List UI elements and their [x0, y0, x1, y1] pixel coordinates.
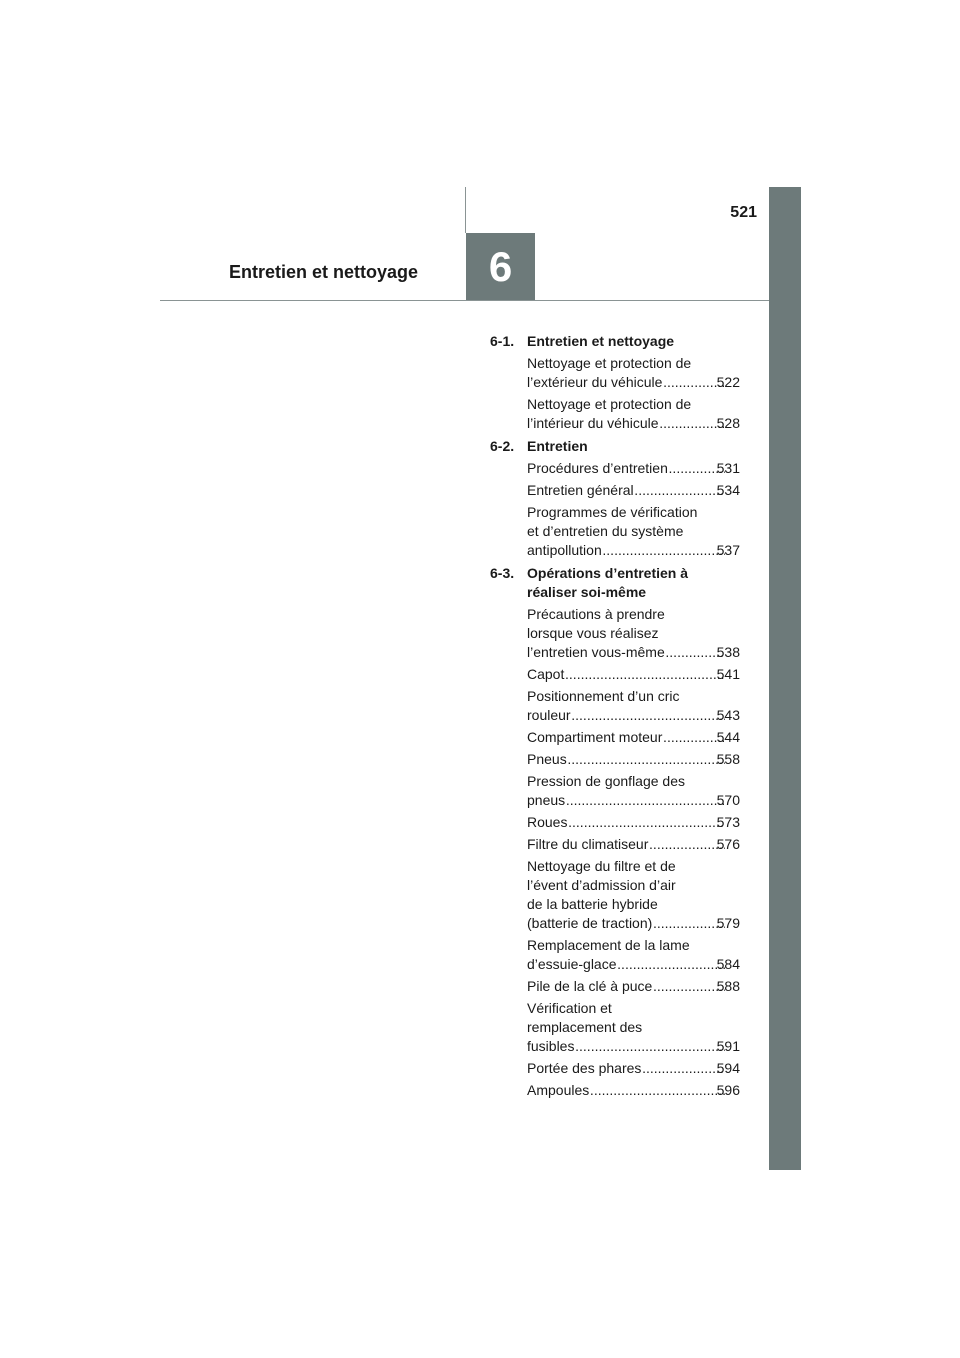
toc-page-number: 588: [716, 978, 740, 994]
page-number: 521: [730, 204, 757, 221]
toc-entry-last-line: [527, 541, 740, 560]
toc-entry-last-line: [527, 914, 740, 933]
toc-entry-text: Roues: [527, 814, 568, 830]
toc-dot-leader: [574, 1037, 724, 1056]
toc-page-number: 570: [716, 792, 740, 808]
toc-entry[interactable]: [527, 728, 740, 747]
toc-entry-last-line: [527, 1037, 740, 1056]
toc-page-number: 531: [716, 460, 740, 476]
chapter-number-box: [466, 233, 535, 300]
toc-entry[interactable]: [527, 503, 740, 560]
header-rule: [160, 300, 769, 301]
table-of-contents: [490, 332, 740, 1100]
toc-page-number: 558: [716, 751, 740, 767]
toc-entry-last-line: [527, 665, 740, 684]
toc-page-number: 576: [716, 836, 740, 852]
toc-entry-text: Compartiment moteur: [527, 729, 663, 745]
toc-entry-text: l’intérieur du véhicule: [527, 415, 659, 431]
toc-entry-last-line: [527, 728, 740, 747]
toc-entry-last-line: [527, 459, 740, 478]
toc-entry-text: l’extérieur du véhicule: [527, 374, 663, 390]
toc-section-title: [527, 332, 740, 351]
toc-entry-text: Nettoyage et protection de: [527, 396, 692, 412]
toc-entry-text: (batterie de traction): [527, 915, 653, 931]
toc-entry-text: Capot: [527, 666, 565, 682]
toc-dot-leader: [571, 706, 725, 725]
toc-section-heading: [490, 332, 740, 351]
toc-entry-text: Pneus: [527, 751, 567, 767]
toc-dot-leader: [564, 665, 724, 684]
toc-entry-text: l’évent d’admission d’air: [527, 877, 676, 893]
toc-entry-text: Programmes de vérification: [527, 504, 698, 520]
toc-dot-leader: [567, 813, 724, 832]
toc-entry-text: Nettoyage et protection de: [527, 355, 692, 371]
toc-entry[interactable]: [527, 857, 740, 933]
toc-section-title-line: Opérations d’entretien à: [527, 565, 689, 581]
toc-entry-text: fusibles: [527, 1038, 575, 1054]
chapter-number: 6: [488, 242, 513, 290]
toc-section-title: [527, 564, 740, 602]
toc-entry-text: rouleur: [527, 707, 571, 723]
toc-dot-leader: [617, 955, 725, 974]
toc-dot-leader: [567, 750, 725, 769]
toc-dot-leader: [641, 1059, 724, 1078]
toc-dot-leader: [565, 791, 724, 810]
toc-page-number: 594: [716, 1060, 740, 1076]
toc-entry-last-line: [527, 791, 740, 810]
toc-page-number: 541: [716, 666, 740, 682]
toc-page-number: 596: [716, 1082, 740, 1098]
toc-page-number: 537: [716, 542, 740, 558]
toc-entry-last-line: [527, 813, 740, 832]
toc-entry-last-line: [527, 481, 740, 500]
toc-entry[interactable]: [527, 665, 740, 684]
toc-entry-text: Précautions à prendre: [527, 606, 665, 622]
toc-page-number: 528: [716, 415, 740, 431]
toc-entry-last-line: [527, 373, 740, 392]
toc-section-title-line: Entretien: [527, 438, 588, 454]
toc-page-number: 538: [716, 644, 740, 660]
toc-entry-text: et d’entretien du système: [527, 523, 684, 539]
toc-entry[interactable]: [527, 977, 740, 996]
toc-page-number: 573: [716, 814, 740, 830]
toc-entry-text: Pression de gonflage des: [527, 773, 685, 789]
header-vertical-divider: [465, 187, 466, 233]
toc-entry[interactable]: [527, 354, 740, 392]
toc-entry-text: Entretien général: [527, 482, 634, 498]
toc-entry-last-line: [527, 706, 740, 725]
toc-dot-leader: [634, 481, 725, 500]
toc-dot-leader: [602, 541, 725, 560]
toc-section-number: 6-3.: [490, 565, 515, 581]
toc-entry-last-line: [527, 835, 740, 854]
toc-entry-last-line: [527, 1081, 740, 1100]
toc-entry[interactable]: [527, 605, 740, 662]
toc-section-heading: [490, 564, 740, 602]
toc-dot-leader: [662, 373, 724, 392]
toc-section-number: 6-2.: [490, 438, 515, 454]
toc-section-number: 6-1.: [490, 333, 515, 349]
toc-dot-leader: [659, 414, 725, 433]
toc-section-title: [527, 437, 740, 456]
toc-entry-last-line: [527, 1059, 740, 1078]
toc-entry-text: d’essuie-glace: [527, 956, 617, 972]
toc-entry-text: de la batterie hybride: [527, 896, 658, 912]
toc-page-number: 591: [716, 1038, 740, 1054]
toc-dot-leader: [665, 643, 725, 662]
toc-entry[interactable]: [527, 936, 740, 974]
toc-entry[interactable]: [527, 687, 740, 725]
toc-entry[interactable]: [527, 395, 740, 433]
toc-entry-text: Vérification et: [527, 1000, 612, 1016]
toc-entry[interactable]: [527, 481, 740, 500]
toc-entry[interactable]: [527, 459, 740, 478]
toc-dot-leader: [652, 977, 724, 996]
toc-entry-text: Procédures d’entretien: [527, 460, 668, 476]
toc-entry[interactable]: [527, 835, 740, 854]
toc-page-number: 543: [716, 707, 740, 723]
toc-entry[interactable]: [527, 1059, 740, 1078]
toc-entry-text: Portée des phares: [527, 1060, 642, 1076]
toc-entry-last-line: [527, 750, 740, 769]
toc-section-title-line: Entretien et nettoyage: [527, 333, 675, 349]
toc-entry-text: Pile de la clé à puce: [527, 978, 653, 994]
toc-entry-text: pneus: [527, 792, 566, 808]
toc-entry-text: Nettoyage du filtre et de: [527, 858, 676, 874]
toc-section-heading: [490, 437, 740, 456]
chapter-side-tab: [769, 187, 801, 1170]
toc-page-number: 579: [716, 915, 740, 931]
toc-section-title-line: réaliser soi-même: [527, 584, 647, 600]
toc-entry[interactable]: [527, 1081, 740, 1100]
chapter-title: Entretien et nettoyage: [229, 262, 419, 282]
toc-dot-leader: [648, 835, 724, 854]
toc-entry-last-line: [527, 977, 740, 996]
toc-entry-text: Ampoules: [527, 1082, 590, 1098]
toc-entry-text: Filtre du climatiseur: [527, 836, 649, 852]
toc-entry-text: Positionnement d’un cric: [527, 688, 680, 704]
toc-entry-text: antipollution: [527, 542, 602, 558]
toc-entry-text: remplacement des: [527, 1019, 643, 1035]
toc-entry-text: l’entretien vous-même: [527, 644, 665, 660]
toc-page-number: 522: [716, 374, 740, 390]
toc-page-number: 534: [716, 482, 740, 498]
toc-entry-text: Remplacement de la lame: [527, 937, 690, 953]
toc-entry-last-line: [527, 414, 740, 433]
toc-entry-last-line: [527, 643, 740, 662]
toc-dot-leader: [662, 728, 724, 747]
toc-entry-last-line: [527, 955, 740, 974]
toc-entry-text: lorsque vous réalisez: [527, 625, 659, 641]
toc-page-number: 544: [716, 729, 740, 745]
toc-entry[interactable]: [527, 750, 740, 769]
toc-dot-leader: [589, 1081, 724, 1100]
toc-dot-leader: [652, 914, 724, 933]
toc-page-number: 584: [716, 956, 740, 972]
toc-entry[interactable]: [527, 999, 740, 1056]
toc-entry[interactable]: [527, 772, 740, 810]
toc-entry[interactable]: [527, 813, 740, 832]
